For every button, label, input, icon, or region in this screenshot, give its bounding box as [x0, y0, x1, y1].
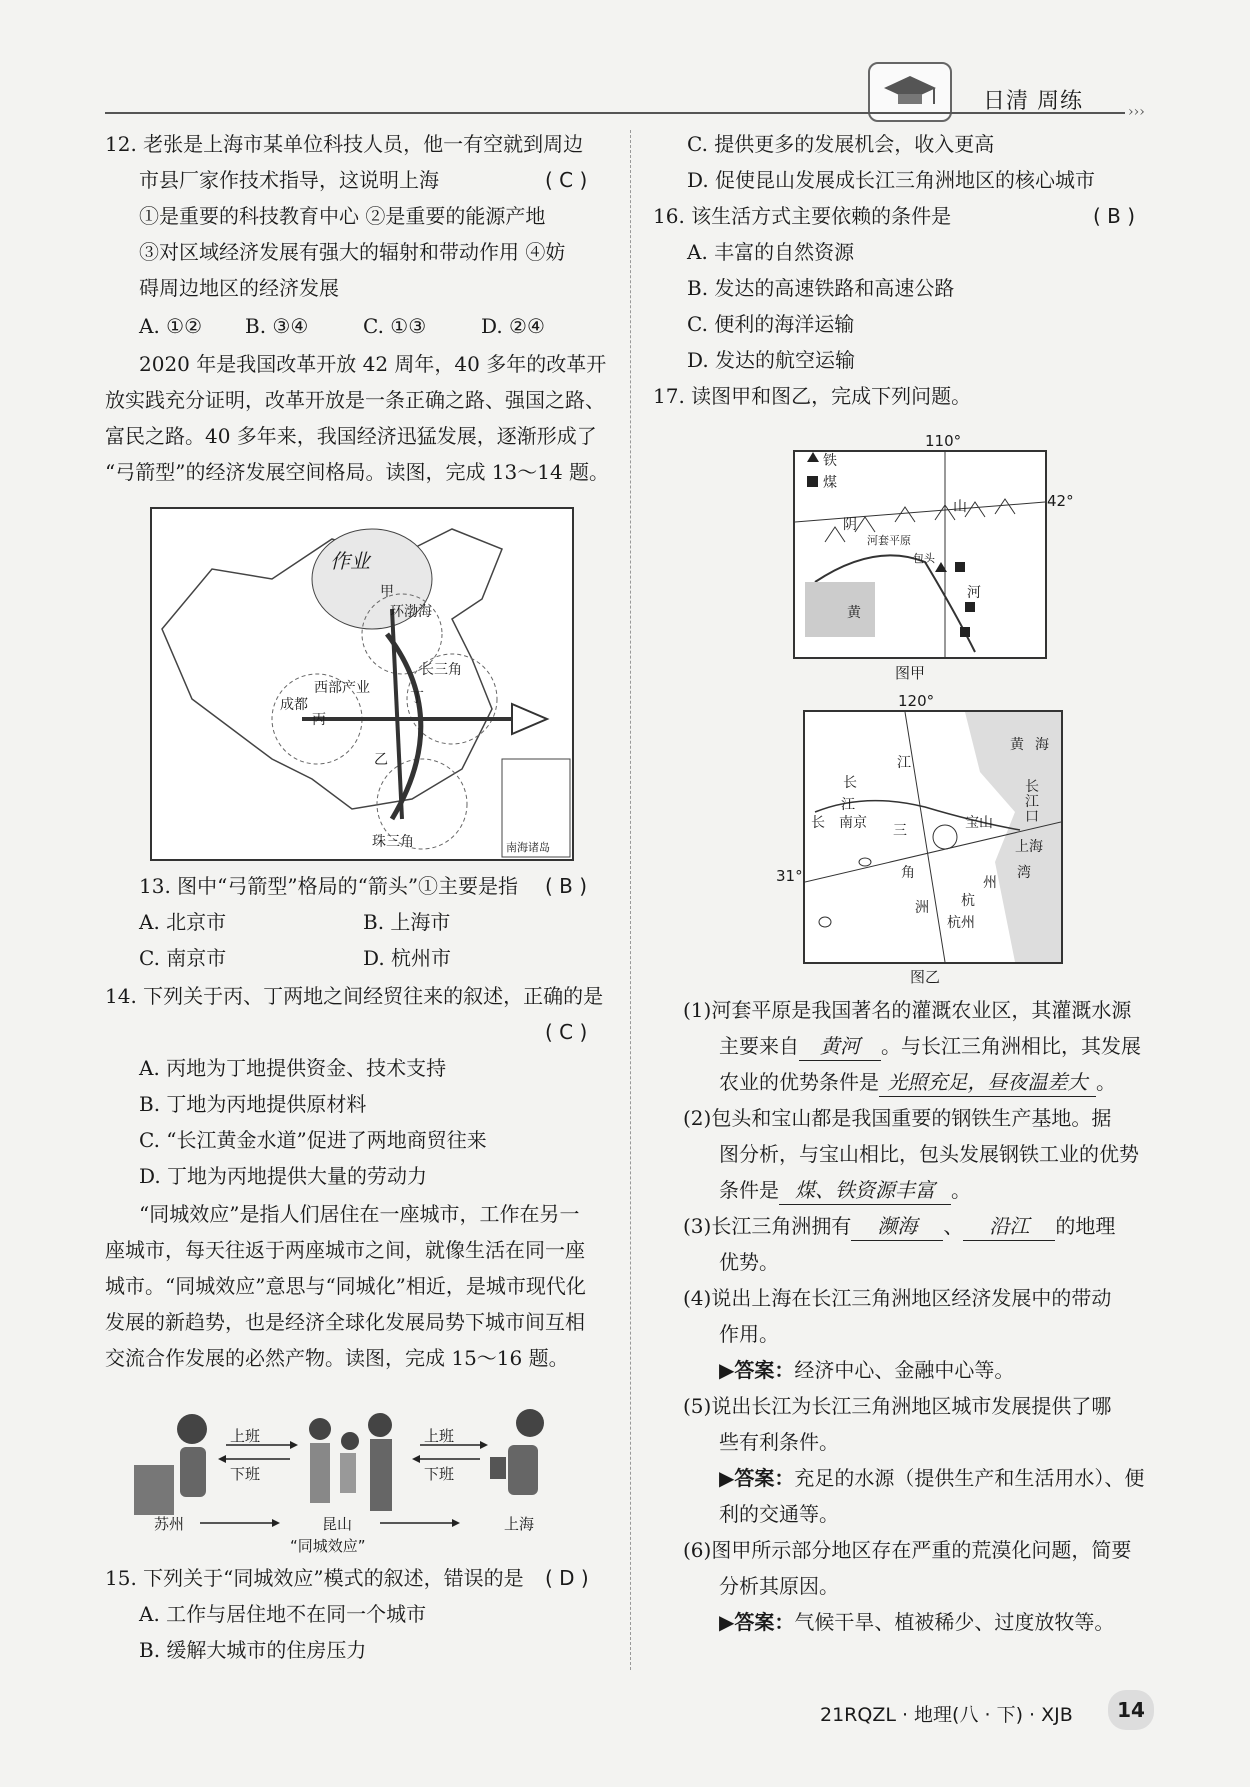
- q17-p3-line-2: 优势。: [719, 1250, 779, 1274]
- mapB-label-huang: 黄: [1010, 737, 1024, 753]
- column-divider: [630, 130, 631, 1670]
- header-divider: [105, 112, 1125, 114]
- q17-p5-answer-text-1: 充足的水源（提供生产和生活用水）、便: [794, 1466, 1145, 1490]
- q17-p1-prefix-2: 农业的优势条件是: [719, 1070, 879, 1094]
- q14-option-d: D. 丁地为丙地提供大量的劳动力: [139, 1164, 428, 1188]
- q17-p3-blank-1[interactable]: 濒海: [851, 1212, 943, 1241]
- q17-p5-line-2: 些有利条件。: [719, 1430, 839, 1454]
- q17-p2-line-2: 图分析，与宝山相比，包头发展钢铁工业的优势: [719, 1142, 1139, 1166]
- arrow-right-icon: ›››: [1128, 104, 1145, 120]
- q17-p1-blank-1[interactable]: 黄河: [799, 1032, 881, 1061]
- mapB-caption: 图乙: [910, 968, 941, 986]
- q17-p2-line-1: (2)包头和宝山都是我国重要的钢铁生产基地。据: [683, 1106, 1112, 1130]
- mapA-legend-iron: 铁: [823, 453, 837, 469]
- go-label-2: 上班: [424, 1427, 455, 1445]
- q17-p5-line-1: (5)说出长江为长江三角洲地区城市发展提供了哪: [683, 1394, 1112, 1418]
- q17-p3-suffix: 的地理: [1055, 1214, 1116, 1238]
- mapA-label-huang: 黄: [847, 605, 861, 621]
- mapB-label-jiang-1: 江: [897, 755, 911, 771]
- q17-stem: 17. 读图甲和图乙，完成下列问题。: [653, 384, 972, 408]
- mapB-lat-label: 31°: [776, 867, 803, 885]
- footer-code: 21RQZL · 地理(八 · 下) · XJB: [820, 1704, 1073, 1726]
- q14-stem: 14. 下列关于丙、丁两地之间经贸往来的叙述，正确的是: [105, 984, 604, 1008]
- q12-line-4: ③对区域经济发展有强大的辐射和带动作用 ④妨: [139, 240, 566, 264]
- map-stamp-text: 作业: [330, 549, 370, 573]
- map-label-pearl-delta: 珠三角: [372, 834, 414, 850]
- back-label-1: 下班: [230, 1465, 261, 1483]
- q12-option-d: D. ②④: [481, 314, 545, 338]
- q17-p5-answer-1: [719, 1464, 1144, 1492]
- q15-stem: 15. 下列关于“同城效应”模式的叙述，错误的是: [105, 1566, 524, 1590]
- mapB-label-zhou-2: 州: [983, 875, 997, 891]
- mapB-label-shanghai: 上海: [1015, 839, 1043, 855]
- go-label-1: 上班: [230, 1427, 261, 1445]
- q17-p2-end: 。: [951, 1178, 971, 1202]
- q15-option-d: D. 促使昆山发展成长江三角洲地区的核心城市: [687, 168, 1096, 192]
- q16-option-d: D. 发达的航空运输: [687, 348, 856, 372]
- mapB-label-zhou: 洲: [915, 900, 929, 916]
- answer-marker-icon: ▶: [719, 1466, 735, 1490]
- q16-option-b: B. 发达的高速铁路和高速公路: [687, 276, 955, 300]
- q17-p6-answer: [719, 1608, 1114, 1636]
- page-number: 14: [1108, 1690, 1154, 1730]
- mapB-label-hang: 杭: [961, 893, 975, 909]
- q17-p6-answer-label: 答案：: [734, 1610, 795, 1634]
- q17-p2-blank[interactable]: 煤、铁资源丰富: [779, 1176, 951, 1205]
- q14-answer: ( C ): [545, 1020, 588, 1044]
- q15-option-a: A. 工作与居住地不在同一个城市: [139, 1602, 427, 1626]
- mapB-label-jiao: 角: [901, 865, 915, 881]
- q17-p5-answer-label: 答案：: [734, 1466, 795, 1490]
- passage2-line-4: 发展的新趋势，也是经济全球化发展局势下城市间互相: [105, 1310, 585, 1334]
- q13-option-d: D. 杭州市: [363, 946, 452, 970]
- mapA-label-yin: 阴: [843, 517, 857, 533]
- q17-p3-sep: 、: [943, 1214, 964, 1238]
- diagram-caption: “同城效应”: [290, 1537, 366, 1555]
- q17-p3-prefix: (3)长江三角洲拥有: [683, 1214, 852, 1238]
- q12-stem-2: 市县厂家作技术指导，这说明上海: [139, 168, 439, 192]
- q12-stem-1: 12. 老张是上海市某单位科技人员，他一有空就到周边: [105, 132, 584, 156]
- q16-stem: 16. 该生活方式主要依赖的条件是: [653, 204, 952, 228]
- q17-p3-blank-2[interactable]: 沿江: [963, 1212, 1055, 1241]
- q17-p1-line-3: [719, 1068, 1116, 1097]
- passage2-line-3: 城市。“同城效应”意思与“同城化”相近，是城市现代化: [105, 1274, 586, 1298]
- map-label-bohai: 环渤海: [390, 604, 432, 620]
- map-label-south-sea-islands: 南海诸岛: [506, 841, 550, 854]
- mapA-label-hetao: 河套平原: [867, 534, 911, 547]
- mapB-lon-label: 120°: [898, 692, 935, 710]
- q17-p1-line-2: [719, 1032, 1141, 1061]
- q17-p5-answer-2: 利的交通等。: [719, 1502, 839, 1526]
- q12-line-5: 碍周边地区的经济发展: [139, 276, 339, 300]
- map-label-yangtze-delta: 长三角: [420, 662, 462, 678]
- map-label-bing: 丙: [312, 712, 326, 728]
- q12-option-b: B. ③④: [245, 314, 309, 338]
- city-shanghai: 上海: [504, 1515, 535, 1533]
- q14-option-a: A. 丙地为丁地提供资金、技术支持: [139, 1056, 447, 1080]
- mapA-label-shan: 山: [953, 499, 967, 515]
- q16-answer: ( B ): [1093, 204, 1136, 228]
- passage1-line-2: 放实践充分证明，改革开放是一条正确之路、强国之路、: [105, 388, 605, 412]
- city-suzhou: 苏州: [154, 1515, 185, 1533]
- q17-p6-line-1: (6)图甲所示部分地区存在严重的荒漠化问题，简要: [683, 1538, 1132, 1562]
- q17-p1-end: 。: [1096, 1070, 1116, 1094]
- passage2-line-1: “同城效应”是指人们居住在一座城市，工作在另一: [139, 1202, 580, 1226]
- mapB-label-chang-1: 长: [843, 775, 857, 791]
- mapA-caption: 图甲: [895, 664, 926, 682]
- q14-option-b: B. 丁地为丙地提供原材料: [139, 1092, 367, 1116]
- map-yi: [803, 710, 1063, 964]
- q17-p4-line-2: 作用。: [719, 1322, 779, 1346]
- q12-option-c: C. ①③: [363, 314, 427, 338]
- mapA-label-baotou: 包头: [913, 552, 935, 565]
- q17-p1-prefix: 主要来自: [719, 1034, 799, 1058]
- header-title: 日清 周练: [983, 89, 1083, 114]
- q13-option-c: C. 南京市: [139, 946, 227, 970]
- mapB-label-chang-2: 长: [811, 815, 825, 831]
- passage2-line-5: 交流合作发展的必然产物。读图，完成 15～16 题。: [105, 1346, 569, 1370]
- mapB-label-hai: 海: [1035, 737, 1049, 753]
- q17-p4-answer: [719, 1356, 1014, 1384]
- mapB-label-baoshan: 宝山: [965, 815, 993, 831]
- q16-option-a: A. 丰富的自然资源: [687, 240, 855, 264]
- map-label-western-industry: 西部产业: [314, 680, 370, 696]
- q17-p2-prefix: 条件是: [719, 1178, 779, 1202]
- q13-answer: ( B ): [545, 874, 588, 898]
- passage2-line-2: 座城市，每天往返于两座城市之间，就像生活在同一座: [105, 1238, 585, 1262]
- q17-p4-answer-text: 经济中心、金融中心等。: [794, 1358, 1015, 1382]
- mapB-label-yangtze-mouth: 长江口: [1025, 779, 1039, 825]
- mapA-legend-coal: 煤: [823, 475, 837, 491]
- answer-marker-icon: ▶: [719, 1610, 735, 1634]
- passage1-line-1: 2020 年是我国改革开放 42 周年，40 多年的改革开: [139, 352, 607, 376]
- q17-p1-blank-2[interactable]: 光照充足，昼夜温差大: [879, 1068, 1096, 1097]
- q15-answer: ( D ): [545, 1566, 589, 1590]
- map-label-jia: 甲: [380, 584, 394, 600]
- q12-line-3: ①是重要的科技教育中心 ②是重要的能源产地: [139, 204, 546, 228]
- map-label-yi: 乙: [374, 752, 388, 768]
- q15-option-c: C. 提供更多的发展机会，收入更高: [687, 132, 995, 156]
- q13-option-a: A. 北京市: [139, 910, 227, 934]
- map-label-ding: 丁: [410, 690, 424, 706]
- map-label-chengdu: 成都: [280, 697, 308, 713]
- commute-diagram: [130, 1395, 570, 1580]
- q13-stem: 13. 图中“弓箭型”格局的“箭头”①主要是指: [139, 874, 519, 898]
- city-kunshan: 昆山: [322, 1515, 353, 1533]
- answer-marker-icon: ▶: [719, 1358, 735, 1382]
- q17-p4-line-1: (4)说出上海在长江三角洲地区经济发展中的带动: [683, 1286, 1112, 1310]
- mapA-lat-label: 42°: [1047, 492, 1074, 510]
- q17-p1-suffix: 。与长江三角洲相比，其发展: [881, 1034, 1141, 1058]
- passage1-line-4: “弓箭型”的经济发展空间格局。读图，完成 13～14 题。: [105, 460, 610, 484]
- mapB-label-san: 三: [893, 823, 907, 839]
- q17-p1-line-1: (1)河套平原是我国著名的灌溉农业区，其灌溉水源: [683, 998, 1132, 1022]
- q14-option-c: C. “长江黄金水道”促进了两地商贸往来: [139, 1128, 487, 1152]
- mapB-label-jiang-2: 江: [841, 797, 855, 813]
- q17-p2-line-3: [719, 1176, 971, 1205]
- q16-option-c: C. 便利的海洋运输: [687, 312, 855, 336]
- mapB-label-nanjing: 南京: [839, 815, 867, 831]
- back-label-2: 下班: [424, 1465, 455, 1483]
- china-arrow-map: [150, 507, 574, 861]
- map-jia: [793, 450, 1047, 659]
- q12-option-a: A. ①②: [139, 314, 203, 338]
- q17-p4-answer-label: 答案：: [734, 1358, 795, 1382]
- q17-p6-line-2: 分析其原因。: [719, 1574, 839, 1598]
- mapB-label-wan: 湾: [1017, 865, 1031, 881]
- mapA-lon-label: 110°: [925, 432, 962, 450]
- mapB-label-hangzhou: 杭州: [947, 915, 975, 931]
- q15-option-b: B. 缓解大城市的住房压力: [139, 1638, 367, 1662]
- q13-option-b: B. 上海市: [363, 910, 451, 934]
- mapA-label-he: 河: [967, 585, 981, 601]
- q12-answer: ( C ): [545, 168, 588, 192]
- passage1-line-3: 富民之路。40 多年来，我国经济迅猛发展，逐渐形成了: [105, 424, 597, 448]
- q17-p3-line-1: [683, 1212, 1115, 1241]
- q17-p6-answer-text: 气候干旱、植被稀少、过度放牧等。: [794, 1610, 1115, 1634]
